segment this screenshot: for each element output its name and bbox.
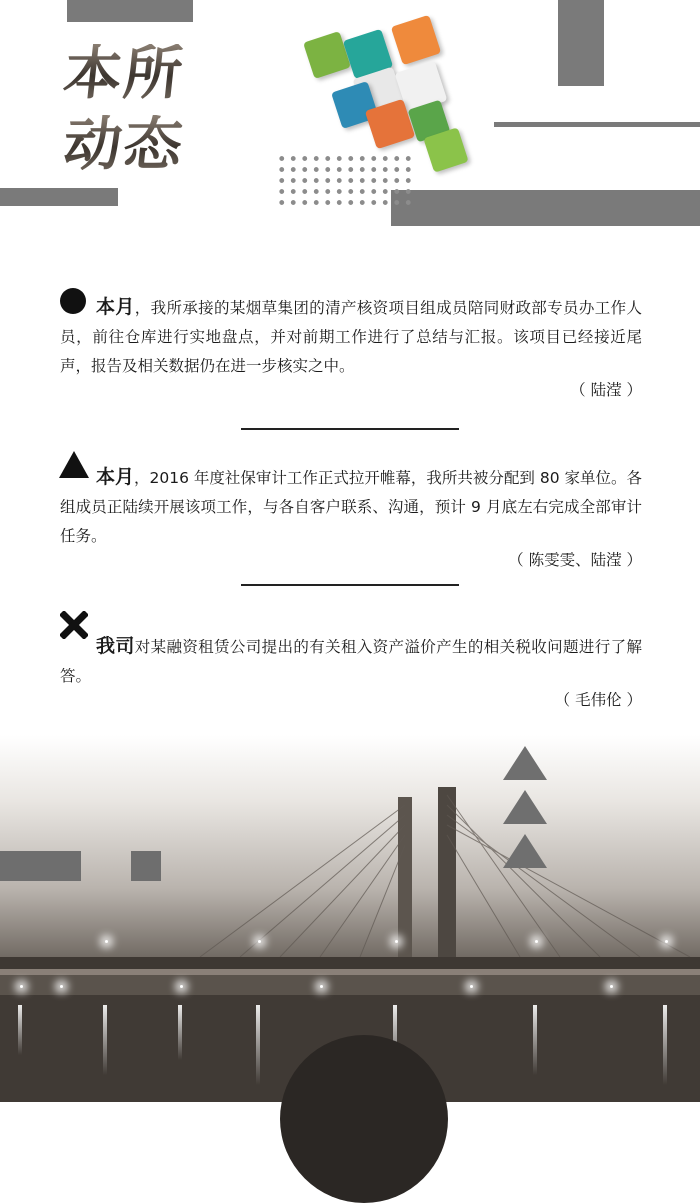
section-title-line2: 动态 <box>60 110 188 178</box>
news-signature: （ 毛伟伦 ） <box>554 691 642 709</box>
bridge-night-photo <box>0 735 700 1102</box>
news-text: ，我所承接的某烟草集团的清产核资项目组成员陪同财政部专员办工作人员，前往仓库进行实地盘点，并对前期工作进行了总结与汇报。该项目已经接近尾声，报告及相关数据仍在进一步核实之中。 <box>60 299 642 375</box>
news-lead: 我司 <box>96 635 135 657</box>
decor-bar-right-long <box>391 190 700 226</box>
decor-bar-top-left <box>67 0 193 22</box>
section-title-line1: 本所 <box>60 39 188 107</box>
decor-line-right <box>494 122 700 127</box>
semicircle-decoration <box>280 1035 448 1203</box>
news-paragraph <box>60 632 642 691</box>
stacked-triangles-decoration <box>503 746 547 868</box>
news-paragraph <box>60 293 642 381</box>
cube-cluster-illustration <box>300 14 480 174</box>
decor-block-left <box>0 851 81 881</box>
decor-bar-top-right <box>558 0 604 86</box>
news-text: ，2016 年度社保审计工作正式拉开帷幕，我所共被分配到 80 家单位。各组成员正陆续开展该项工作，与各自客户联系、沟通，预计 9 月底左右完成全部审计任务。 <box>60 469 642 545</box>
news-paragraph <box>60 463 642 551</box>
decor-bar-left <box>0 188 118 206</box>
news-text: 对某融资租赁公司提出的有关租入资产溢价产生的相关税收问题进行了解答。 <box>60 638 642 685</box>
news-lead: 本月 <box>96 466 135 488</box>
news-signature: （ 陆滢 ） <box>570 381 642 399</box>
section-divider <box>241 428 459 430</box>
news-lead: 本月 <box>96 296 135 318</box>
decor-square <box>131 851 161 881</box>
news-signature: （ 陈雯雯、陆滢 ） <box>508 551 642 569</box>
section-divider <box>241 584 459 586</box>
